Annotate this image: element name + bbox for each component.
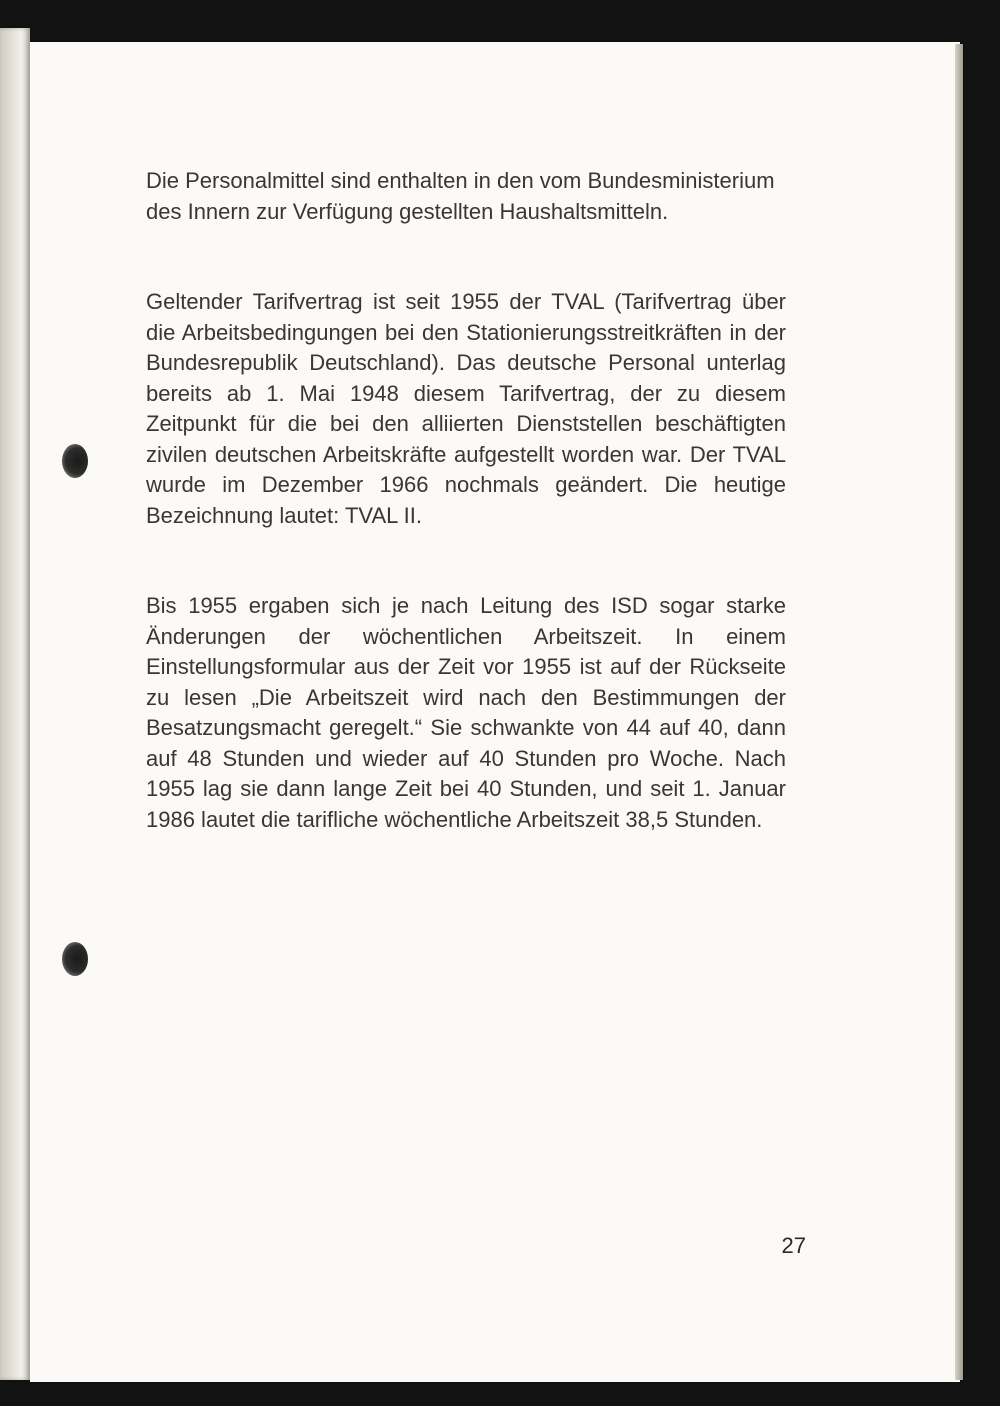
punch-hole-icon	[62, 444, 88, 478]
paragraph-personalmittel: Die Personalmittel sind enthalten in den vom Bundesministerium des Innern zur Verfügung gestellten Haushaltsmitteln.	[146, 168, 775, 224]
punch-hole-icon	[62, 942, 88, 976]
page-right-edge	[955, 44, 963, 1380]
paragraph-arbeitszeit: Bis 1955 ergaben sich je nach Leitung des ISD sogar starke Änderungen der wöchentlichen Arbeitszeit. In einem Einstellungsformular aus der Zeit vor 1955 ist auf der Rückseite zu lesen „Die Arbeitszeit wird nach den Bestimmungen der Besatzungsmacht geregelt.“ Sie schwankte von 44 auf 40, dann auf 48 Stunden und wieder auf 40 Stunden pro Woche. Nach 1955 lag sie dann lange Zeit bei 40 Stunden, und seit 1. Januar 1986 lautet die tarifliche wöchentliche Arbeitszeit 38,5 Stunden.	[146, 593, 786, 832]
page-number: 27	[781, 1233, 806, 1258]
left-page-edge	[0, 28, 30, 1380]
paragraph-tarifvertrag: Geltender Tarifvertrag ist seit 1955 der TVAL (Tarifvertrag über die Arbeitsbedingungen bei den Stationierungsstreitkräften in der Bundesrepublik Deutschland). Das deutsche Personal unterlag bereits ab 1. Mai 1948 diesem Tarifvertrag, der zu diesem Zeitpunkt für die bei den alliierten Dienststellen beschäftigten zivilen deutschen Arbeitskräfte aufgestellt worden war. Der TVAL wurde im Dezember 1966 nochmals geändert. Die heutige Bezeichnung lautet: TVAL II.	[146, 289, 786, 528]
